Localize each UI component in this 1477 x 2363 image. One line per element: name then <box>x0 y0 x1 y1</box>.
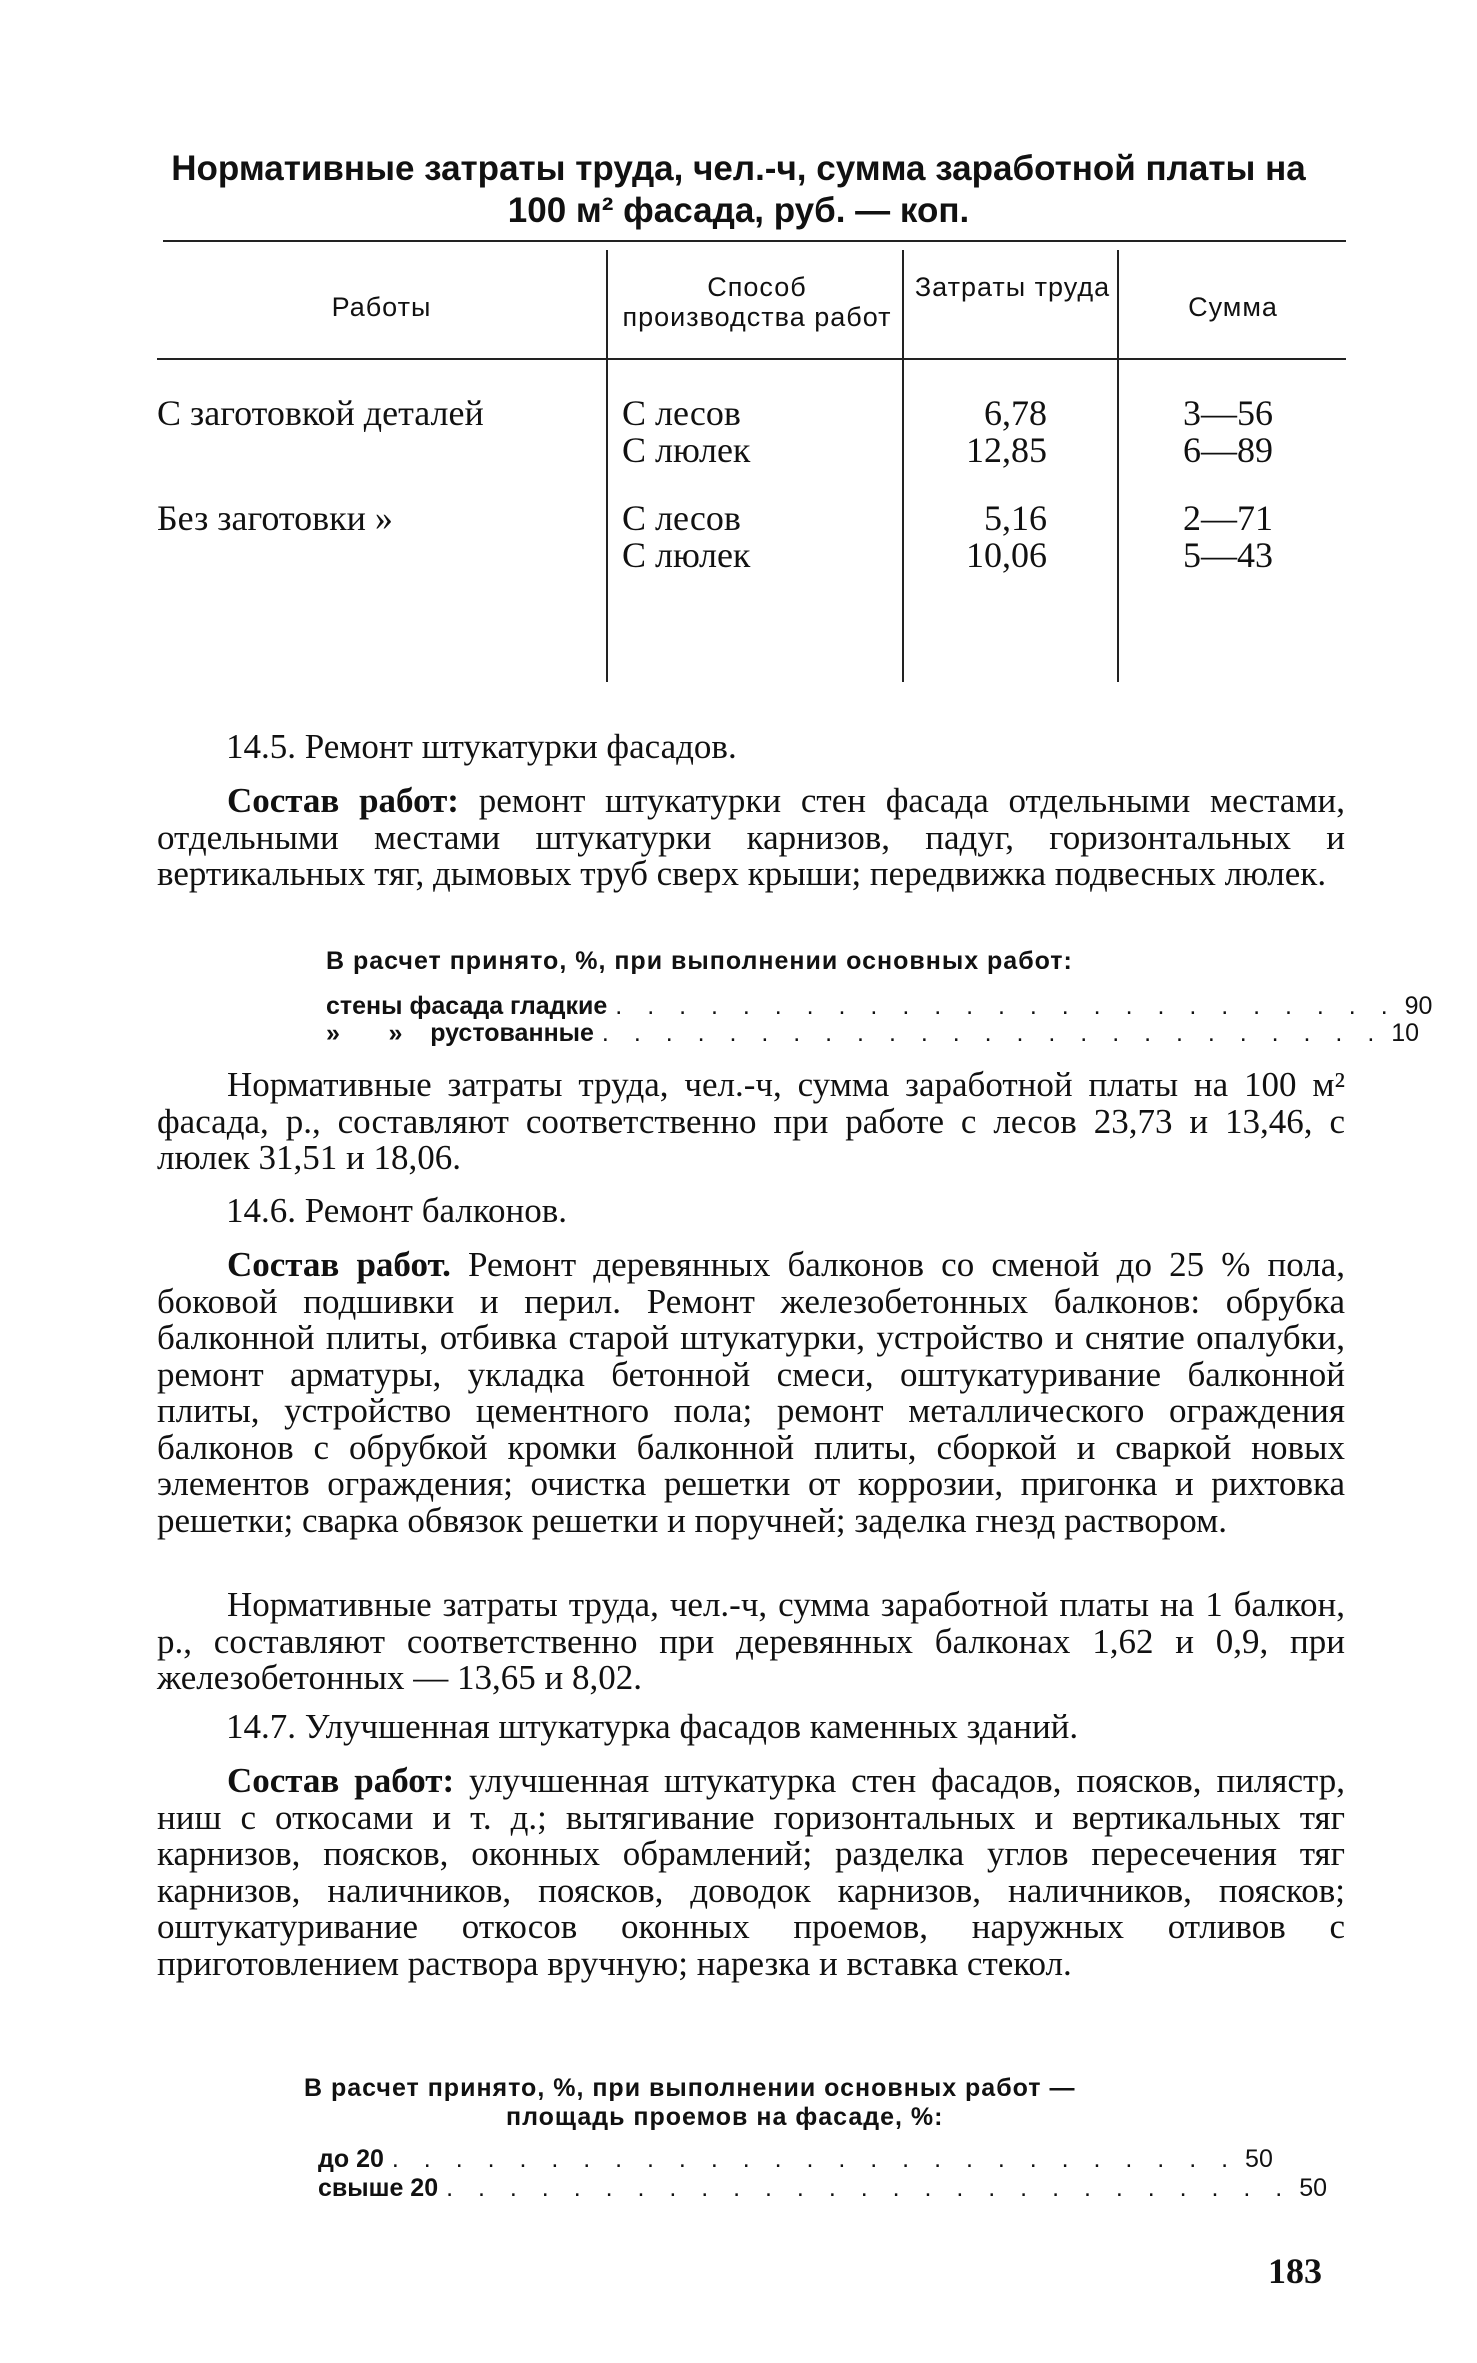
row4-method: С люлек <box>622 535 751 575</box>
section-14-7-calc-item <box>318 2173 1328 2203</box>
calc-item-value: 50 <box>1245 2145 1273 2173</box>
row2-labor: 12,85 <box>966 430 1047 470</box>
section-14-6-norm: Нормативные затраты труда, чел.-ч, сумма заработной платы на 1 балкон, р., составляют соответственно при деревянных балконах 1,62 и 0,9, при железобетонных — 13,65 и 8,02. <box>157 1585 1345 1697</box>
section-14-7-heading: 14.7. Улучшенная штукатурка фасадов каменных зданий. <box>226 1707 1079 1746</box>
table-header-rule <box>157 358 1346 360</box>
calc-item-label: стены фасада гладкие <box>326 992 608 1020</box>
header-labor: Затраты труда <box>914 272 1111 302</box>
leader-dots: . . . . . . . . . . . . . . . . . . . . . . . . . . . <box>391 2145 1238 2173</box>
row3-work: Без заготовки » <box>157 498 393 538</box>
section-14-5-norm: Нормативные затраты труда, чел.-ч, сумма заработной платы на 100 м² фасада, р., составляют соответственно при работе с лесов 23,73 и 13,46, с люлек 31,51 и 18,06. <box>157 1065 1345 1177</box>
table-col-divider-1 <box>606 250 608 682</box>
section-14-7-sostav-label: Состав работ: <box>227 1761 455 1800</box>
header-method: Способ производства работ <box>622 272 892 332</box>
section-14-7-calc-heading-line1: В расчет принято, %, при выполнении основных работ — <box>304 2074 1076 2102</box>
row3-sum: 2—71 <box>1183 498 1273 538</box>
leader-dots: . . . . . . . . . . . . . . . . . . . . . . . . . . . <box>446 2174 1292 2202</box>
row3-labor: 5,16 <box>984 498 1047 538</box>
section-14-7-calc-item <box>318 2144 1273 2174</box>
header-works: Работы <box>331 292 432 322</box>
leader-dots: . . . . . . . . . . . . . . . . . . . . . . . . . <box>601 1019 1384 1047</box>
row4-sum: 5—43 <box>1183 535 1273 575</box>
table-title-line1: Нормативные затраты труда, чел.-ч, сумма заработной платы на <box>171 149 1306 188</box>
row2-sum: 6—89 <box>1183 430 1273 470</box>
row1-labor: 6,78 <box>984 393 1047 433</box>
section-14-7-calc-heading-line2: площадь проемов на фасаде, %: <box>506 2103 944 2131</box>
section-14-7-sostav <box>157 1763 1345 1982</box>
row3-method: С лесов <box>622 498 741 538</box>
section-14-5-calc-item <box>326 991 1433 1021</box>
section-14-6-sostav <box>157 1247 1345 1539</box>
section-14-6-heading: 14.6. Ремонт балконов. <box>226 1191 568 1230</box>
section-14-5-sostav-text: ремонт штукатурки стен фасада отдельными местами, отдельными местами штукатурки карнизов, падуг, горизонтальных и вертикальных тяг, дымовых труб сверх крыши; передвижка подвесных люлек. <box>157 781 1345 893</box>
table-col-divider-2 <box>902 250 904 682</box>
calc-item-value: 10 <box>1391 1019 1420 1047</box>
section-14-5-calc-heading: В расчет принято, %, при выполнении основных работ: <box>326 947 1073 975</box>
table-title <box>0 148 1477 232</box>
calc-item-value: 50 <box>1299 2174 1328 2202</box>
section-14-5-sostav <box>157 783 1345 893</box>
table-top-rule <box>163 240 1346 242</box>
table-title-line2: 100 м² фасада, руб. — коп. <box>507 191 970 230</box>
page-number: 183 <box>1268 2251 1322 2291</box>
row2-method: С люлек <box>622 430 751 470</box>
header-sum: Сумма <box>1188 292 1278 322</box>
calc-item-label: до 20 <box>318 2145 384 2173</box>
row1-sum: 3—56 <box>1183 393 1273 433</box>
section-14-7-sostav-text: улучшенная штукатурка стен фасадов, поясков, пилястр, ниш с откосами и т. д.; вытягивание горизонтальных и вертикальных тяг карнизов, поясков, оконных обрамлений; разделка углов пересечения тяг карнизов, наличников, поясков, доводок карнизов, наличников, поясков; оштукатуривание откосов оконных проемов, наружных отливов с приготовлением раствора вручную; нарезка и вставка стекол. <box>157 1761 1345 1983</box>
section-14-5-calc-item <box>326 1018 1420 1048</box>
row1-method: С лесов <box>622 393 741 433</box>
calc-item-value: 90 <box>1404 992 1433 1020</box>
section-14-5-sostav-label: Состав работ: <box>227 781 459 820</box>
table-col-divider-3 <box>1117 250 1119 682</box>
calc-item-label: свыше 20 <box>318 2174 439 2202</box>
section-14-5-heading: 14.5. Ремонт штукатурки фасадов. <box>226 727 737 766</box>
row4-labor: 10,06 <box>966 535 1047 575</box>
section-14-6-sostav-text: Ремонт деревянных балконов со сменой до 25 % пола, боковой подшивки и перил. Ремонт железобетонных балконов: обрубка балконной плиты, отбивка старой штукатурки, устройство и снятие опалубки, ремонт арматуры, укладка бетонной смеси, оштукатуривание балконной плиты, устройство цементного пола; ремонт металлического ограждения балконов с обрубкой кромки балконной плиты, сборкой и сваркой новых элементов ограждения; очистка решетки от коррозии, пригонка и рихтовка решетки; сварка обвязок решетки и поручней; заделка гнезд раствором. <box>157 1245 1346 1540</box>
leader-dots: . . . . . . . . . . . . . . . . . . . . . . . . . <box>615 992 1397 1020</box>
row1-work: С заготовкой деталей <box>157 393 484 433</box>
calc-item-label: » » рустованные <box>326 1019 594 1047</box>
section-14-6-sostav-label: Состав работ. <box>227 1245 451 1284</box>
